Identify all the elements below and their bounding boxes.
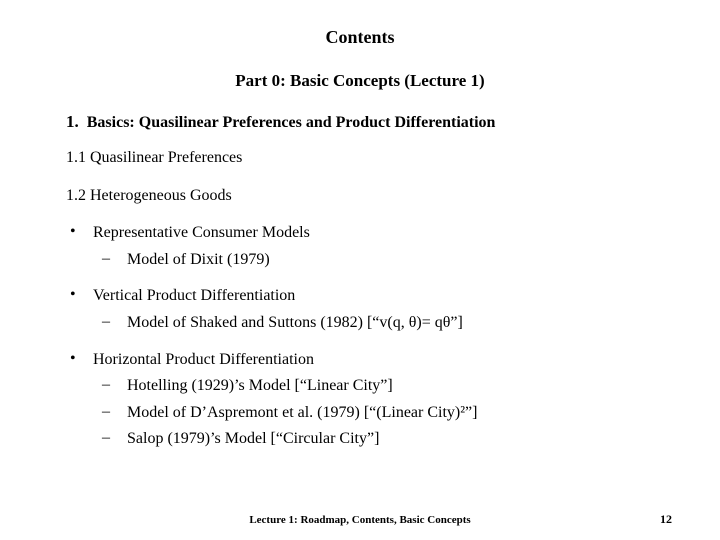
sub-item-dixit: Model of Dixit (1979) <box>127 251 270 268</box>
bullet-vertical-differentiation: Vertical Product Differentiation <box>93 287 296 304</box>
page-number: 12 <box>660 512 672 526</box>
bullet-representative-consumer: Representative Consumer Models <box>93 224 310 241</box>
sub-item-hotelling: Hotelling (1929)’s Model [“Linear City”] <box>127 377 393 394</box>
section-heading <box>66 112 495 132</box>
dash-icon: – <box>102 250 110 267</box>
dash-icon: – <box>102 403 110 420</box>
dash-icon: – <box>102 313 110 330</box>
sub-item-salop: Salop (1979)’s Model [“Circular City”] <box>127 430 380 447</box>
part-heading: Part 0: Basic Concepts (Lecture 1) <box>235 71 485 90</box>
bullet-horizontal-differentiation: Horizontal Product Differentiation <box>93 351 314 368</box>
dash-icon: – <box>102 376 110 393</box>
slide-title: Contents <box>325 27 395 47</box>
subsection-1-2: 1.2 Heterogeneous Goods <box>66 187 232 204</box>
section-number: 1. <box>66 112 79 131</box>
sub-item-shaked-suttons: Model of Shaked and Suttons (1982) [“v(q, θ)= qθ”] <box>127 314 463 331</box>
bullet-icon: • <box>70 286 76 303</box>
sub-item-daspremont: Model of D’Aspremont et al. (1979) [“(Linear City)²”] <box>127 404 478 421</box>
footer-text: Lecture 1: Roadmap, Contents, Basic Concepts <box>249 514 471 526</box>
dash-icon: – <box>102 429 110 446</box>
bullet-icon: • <box>70 350 76 367</box>
section-title: Basics: Quasilinear Preferences and Product Differentiation <box>86 114 496 131</box>
bullet-icon: • <box>70 223 76 240</box>
subsection-1-1: 1.1 Quasilinear Preferences <box>66 149 243 166</box>
